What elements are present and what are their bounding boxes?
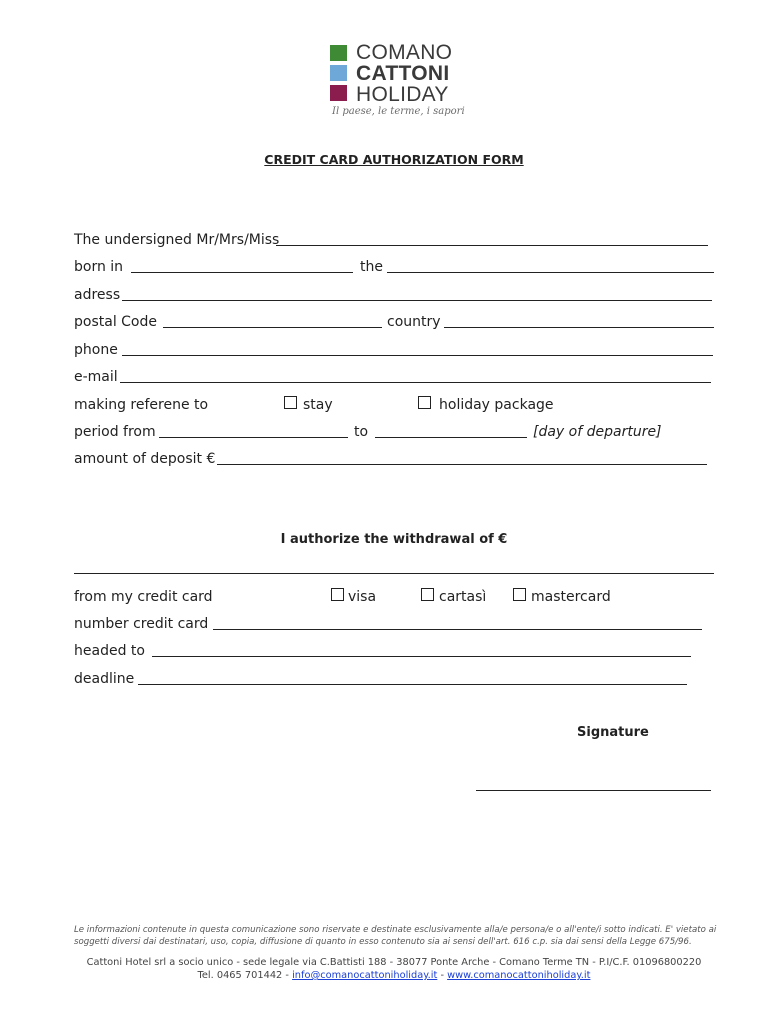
- stay-checkbox[interactable]: [284, 396, 297, 409]
- company-logo: [330, 42, 470, 122]
- period-from-label: period from: [74, 424, 156, 440]
- day-of-departure-note: [day of departure]: [533, 424, 662, 440]
- card-number-label: number credit card: [74, 616, 209, 632]
- logo-green-square: [330, 45, 347, 61]
- country-field[interactable]: [444, 327, 714, 328]
- authorization-heading: I authorize the withdrawal of €: [280, 532, 508, 547]
- contact-separator: -: [440, 970, 444, 981]
- visa-checkbox[interactable]: [331, 588, 344, 601]
- address-label: adress: [74, 287, 121, 303]
- logo-blue-square: [330, 65, 347, 81]
- mastercard-option-label: mastercard: [531, 589, 611, 605]
- signature-field[interactable]: [476, 790, 711, 791]
- company-address: [0, 956, 770, 982]
- phone-field[interactable]: [122, 355, 713, 356]
- headed-to-label: headed to: [74, 643, 145, 659]
- holiday-package-checkbox[interactable]: [418, 396, 431, 409]
- logo-word-holiday: HOLIDAY: [356, 83, 449, 106]
- undersigned-name-field[interactable]: [276, 245, 708, 246]
- cartasi-checkbox[interactable]: [421, 588, 434, 601]
- logo-magenta-square: [330, 85, 347, 101]
- logo-word-comano: COMANO: [356, 41, 453, 64]
- deposit-amount-field[interactable]: [217, 464, 707, 465]
- card-holder-field[interactable]: [152, 656, 691, 657]
- reference-label: making referene to: [74, 397, 209, 413]
- period-to-label: to: [354, 424, 369, 440]
- period-from-field[interactable]: [159, 437, 348, 438]
- contact-line: [0, 969, 770, 982]
- period-to-field[interactable]: [375, 437, 527, 438]
- credit-card-label: from my credit card: [74, 589, 213, 605]
- born-in-label: born in: [74, 259, 124, 275]
- phone-label: phone: [74, 342, 118, 358]
- undersigned-label: The undersigned Mr/Mrs/Miss: [74, 232, 280, 248]
- logo-tagline: Il paese, le terme, i sapori: [332, 106, 465, 117]
- postal-code-label: postal Code: [74, 314, 157, 330]
- deposit-label: amount of deposit €: [74, 451, 216, 467]
- signature-label: Signature: [577, 725, 649, 740]
- holiday-package-option-label: holiday package: [439, 397, 554, 413]
- address-field[interactable]: [122, 300, 712, 301]
- website-link[interactable]: www.comanocattoniholiday.it: [447, 970, 591, 981]
- card-number-field[interactable]: [213, 629, 702, 630]
- privacy-note: Le informazioni contenute in questa comunicazione sono riservate e destinate esclusivamente alla/e persona/e o all'ente/i sotto indicati. E' vietato ai soggetti diversi dai destinatari, uso, copia, diffusione di quanto in esso contenuto sia ai sensi dell'art. 616 c.p. sia dai sensi della Legge 675/96.: [74, 925, 717, 947]
- telephone: Tel. 0465 701442 -: [197, 970, 289, 981]
- email-link[interactable]: info@comanocattoniholiday.it: [292, 970, 438, 981]
- logo-word-cattoni: CATTONI: [356, 62, 450, 85]
- visa-option-label: visa: [348, 589, 377, 605]
- postal-code-field[interactable]: [163, 327, 382, 328]
- deadline-label: deadline: [74, 671, 135, 687]
- cartasi-option-label: cartasì: [439, 589, 487, 605]
- email-label: e-mail: [74, 369, 118, 385]
- country-label: country: [387, 314, 441, 330]
- withdrawal-amount-field[interactable]: [74, 573, 714, 574]
- expiry-date-field[interactable]: [138, 684, 687, 685]
- mastercard-checkbox[interactable]: [513, 588, 526, 601]
- birthdate-label: the: [360, 259, 383, 275]
- email-field[interactable]: [120, 382, 711, 383]
- form-title: CREDIT CARD AUTHORIZATION FORM: [264, 152, 524, 167]
- birthplace-field[interactable]: [131, 272, 353, 273]
- stay-option-label: stay: [303, 397, 333, 413]
- company-line: Cattoni Hotel srl a socio unico - sede legale via C.Battisti 188 - 38077 Ponte Arche - Comano Terme TN - P.I/C.F. 01096800220: [86, 957, 702, 968]
- birthdate-field[interactable]: [387, 272, 714, 273]
